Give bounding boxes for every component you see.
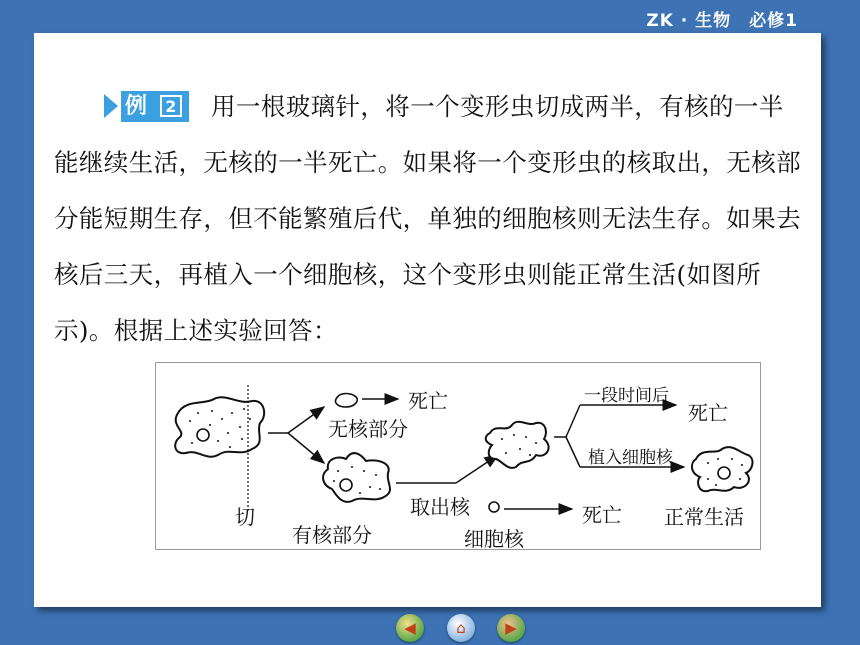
nucleus-original — [197, 429, 209, 441]
label-no-nucleus-part: 无核部分 — [328, 417, 408, 441]
example-label: 例 — [125, 94, 148, 119]
label-remove-nucleus: 取出核 — [410, 495, 470, 519]
forward-arrow-icon: ▶ — [505, 619, 517, 637]
arrow-to-nucleus-part — [288, 433, 324, 463]
triangle-icon — [104, 94, 118, 118]
home-icon: ⌂ — [456, 619, 466, 637]
label-nucleus-part: 有核部分 — [292, 523, 372, 547]
label-death-3: 死亡 — [688, 401, 728, 425]
prev-button[interactable] — [396, 614, 424, 642]
amoeba-with-nucleus — [323, 453, 390, 502]
label-nucleus: 细胞核 — [464, 527, 524, 551]
example-number: 2 — [160, 95, 182, 117]
label-death-1: 死亡 — [408, 389, 448, 413]
question-text: 用一根玻璃针，将一个变形虫切成两半，有核的一半能继续生活，无核的一半死亡。如果将一个变形虫的核取出，无核部分能短期生存，但不能繁殖后代，单独的细胞核则无法生存。如果去核后三天，再植入一个细胞核，这个变形虫则能正常生活(如图所示)。根据上述实验回答： — [54, 92, 801, 345]
label-death-2: 死亡 — [582, 503, 622, 527]
amoeba-enucleated — [486, 422, 549, 468]
label-cut: 切 — [235, 505, 255, 529]
anucleate-fragment — [335, 394, 357, 408]
example-badge — [104, 91, 189, 122]
nucleus-restored — [718, 467, 730, 479]
isolated-nucleus — [489, 502, 499, 512]
slide-content — [34, 33, 821, 607]
back-arrow-icon: ◀ — [404, 619, 416, 637]
label-after-period: 一段时间后 — [584, 386, 669, 406]
label-implant-nucleus: 植入细胞核 — [588, 448, 673, 468]
label-normal-life: 正常生活 — [664, 505, 744, 529]
home-button[interactable] — [447, 614, 475, 642]
arrow-to-no-nucleus — [288, 407, 324, 433]
next-button[interactable] — [497, 614, 525, 642]
nucleus-in-half — [340, 479, 352, 491]
experiment-diagram — [155, 362, 761, 550]
question-paragraph — [54, 79, 806, 359]
amoeba-original — [175, 397, 264, 456]
course-title: ZK · 生物 必修1 — [646, 11, 798, 31]
